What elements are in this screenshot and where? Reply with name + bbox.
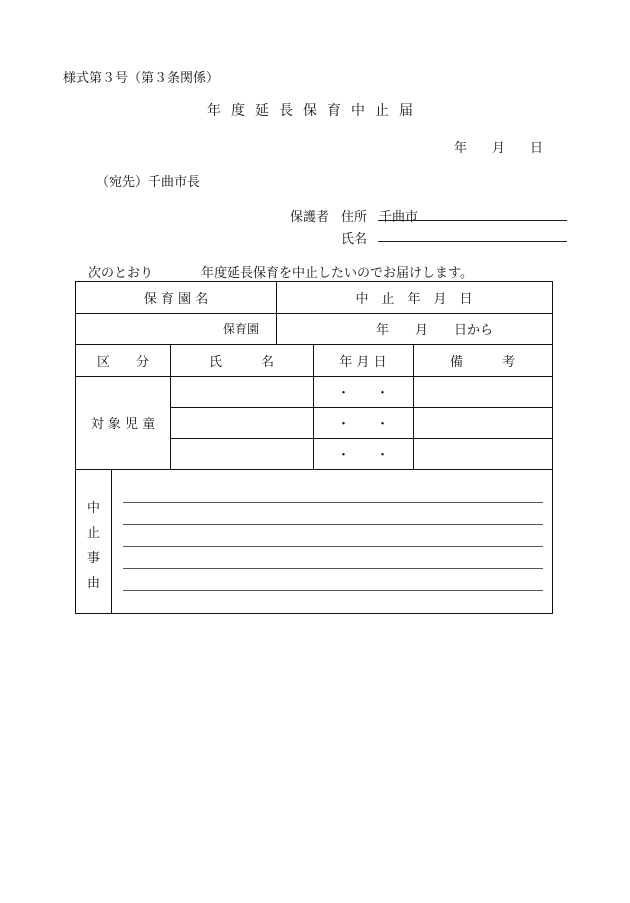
reason-line[interactable] [123, 568, 543, 569]
reason-line[interactable] [123, 546, 543, 547]
row-divider [76, 469, 552, 470]
form-number: 様式第３号（第３条関係） [63, 71, 220, 86]
birthdate-dots[interactable]: ・ ・ [336, 417, 389, 432]
notes-header: 備 考 [449, 354, 515, 370]
address-underline [378, 220, 567, 221]
form-title: 年度延長保育中止届 [207, 103, 423, 119]
reason-label-char: 事 [86, 551, 100, 566]
birthdate-header: 年 月 日 [339, 354, 387, 370]
intro-suffix: 年度延長保育を中止したいのでお届けします。 [201, 266, 473, 281]
date-month-label: 月 [492, 141, 506, 156]
reason-label-char: 由 [86, 576, 100, 591]
reason-line[interactable] [123, 590, 543, 591]
name-label: 氏名 [341, 232, 368, 247]
reason-line[interactable] [123, 502, 543, 503]
address-value[interactable]: 千曲市 [379, 210, 419, 225]
date-year-label: 年 [454, 141, 468, 156]
reason-label-char: 止 [86, 526, 100, 541]
address-label: 住所 [341, 210, 368, 225]
addressee: （宛先）千曲市長 [96, 175, 201, 190]
birthdate-dots[interactable]: ・ ・ [336, 386, 389, 401]
form-table [75, 281, 553, 614]
reason-label-char: 中 [86, 501, 100, 516]
guardian-label: 保護者 [290, 210, 330, 225]
date-day-label: 日 [530, 141, 544, 156]
stop-date-header: 中 止 年 月 日 [355, 292, 473, 307]
category-header: 区 分 [96, 354, 149, 370]
col-divider [111, 469, 112, 613]
target-children-label: 対 象 児 童 [90, 417, 156, 432]
stop-date-value[interactable]: 年 月 日から [376, 323, 494, 338]
nursery-name-header: 保 育 園 名 [143, 292, 209, 307]
intro-prefix: 次のとおり [88, 266, 154, 281]
nursery-suffix: 保育園 [222, 322, 259, 336]
reason-line[interactable] [123, 524, 543, 525]
birthdate-dots[interactable]: ・ ・ [336, 448, 389, 463]
name-underline [378, 241, 567, 242]
child-name-header: 氏 名 [208, 354, 274, 370]
